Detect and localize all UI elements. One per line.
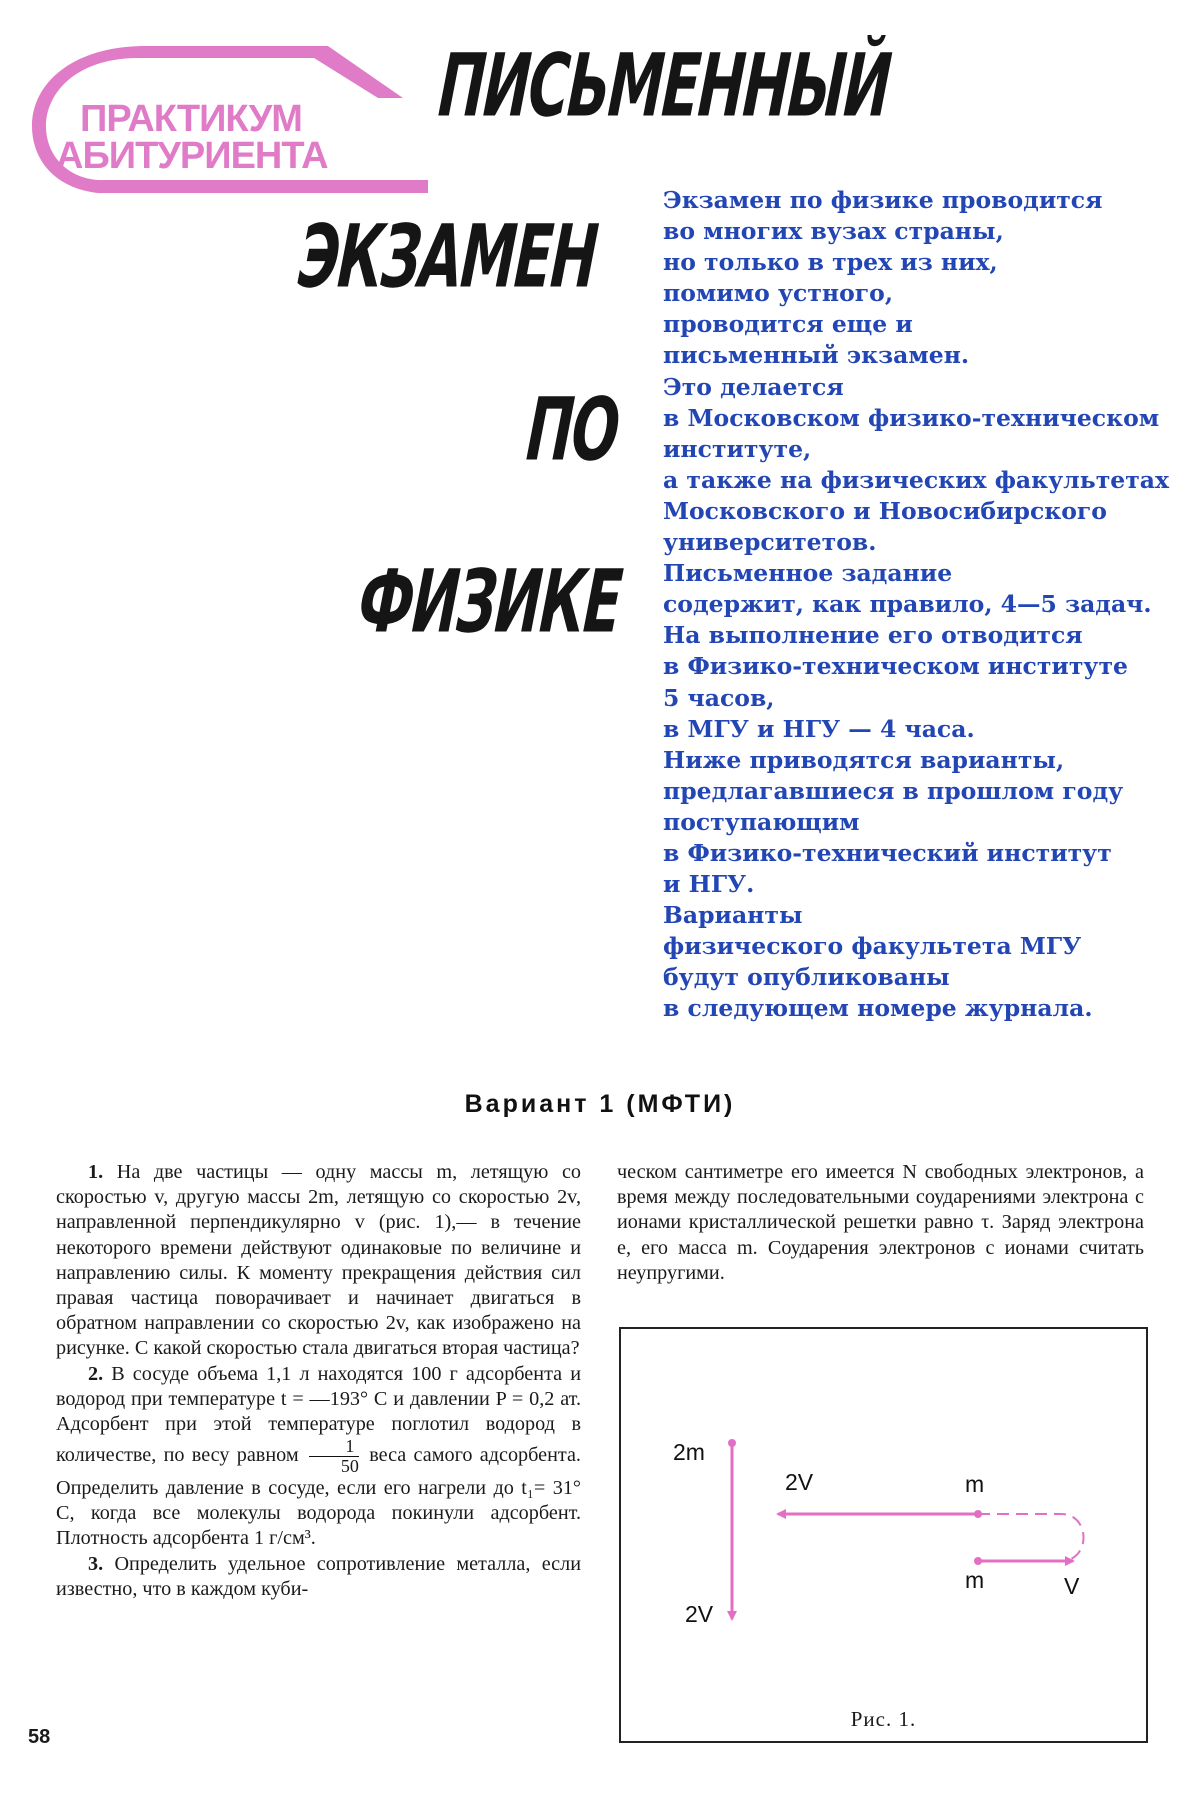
intro-line: помимо устного, xyxy=(663,279,894,308)
intro-line: институте, xyxy=(663,434,812,463)
logo xyxy=(28,38,438,198)
figure-drawing xyxy=(621,1329,1146,1741)
intro-text xyxy=(663,185,1193,1025)
fraction-numerator: 1 xyxy=(309,1437,359,1457)
trajectory-dashed xyxy=(978,1514,1084,1561)
left-column xyxy=(56,1160,581,1602)
label-v: V xyxy=(1064,1573,1080,1599)
headline-word-4: ФИЗИКЕ xyxy=(355,552,624,653)
intro-line: в следующем номере журнала. xyxy=(663,994,1093,1023)
headline-word-3: ПО xyxy=(523,380,622,481)
intro-line: Экзамен по физике проводится xyxy=(663,186,1103,214)
intro-line: но только в трех из них, xyxy=(663,248,998,277)
figure-1 xyxy=(619,1327,1148,1743)
intro-line: во многих вузах страны, xyxy=(663,217,1004,246)
headline-word-2: ЭКЗАМЕН xyxy=(295,207,600,308)
intro-line: Это делается xyxy=(663,372,844,401)
logo-line-1: ПРАКТИКУМ xyxy=(80,98,302,140)
intro-line: университетов. xyxy=(663,528,877,557)
intro-line: в МГУ и НГУ — 4 часа. xyxy=(663,714,975,743)
intro-line: Московского и Новосибирского xyxy=(663,496,1107,525)
problem-1-text: На две частицы — одну массы m, летящую со скоростью v, другую массы 2m, летящую со скоростью 2v, направленной перпендикулярно v (рис. 1),— в течение некоторого времени действуют одинаковые по величине и направлению силы. К моменту прекращения действия сил правая частица поворачивает и начинает двигаться в обратном направлении со скоростью 2v, как изображено на рисунке. С какой скоростью стала двигаться вторая частица? xyxy=(56,1161,581,1360)
intro-line: физического факультета МГУ xyxy=(663,932,1082,961)
intro-line: письменный экзамен. xyxy=(663,341,970,370)
right-column xyxy=(617,1160,1144,1286)
intro-line: На выполнение его отводится xyxy=(663,621,1083,650)
page-number: 58 xyxy=(28,1726,51,1748)
intro-line: Ниже приводятся варианты, xyxy=(663,745,1065,774)
problem-1-number: 1. xyxy=(88,1161,104,1183)
problem-2-text-b: веса самого адсорбента. Определить давление в сосуде, если его нагрели до t₁= 31° С, когда все молекулы водорода покинули адсорбент. Плотность адсорбента 1 г/см³. xyxy=(56,1444,581,1550)
intro-line: 5 часов, xyxy=(663,683,775,712)
label-2v-arrow: 2V xyxy=(785,1469,814,1495)
problem-2 xyxy=(56,1362,581,1552)
variant-title: Вариант 1 (МФТИ) xyxy=(464,1090,736,1118)
problem-2-number: 2. xyxy=(88,1362,104,1385)
intro-line: в Московском физико-техническом xyxy=(663,403,1160,432)
problem-2-text-a: В сосуде объема 1,1 л находятся 100 г адсорбента и водород при температуре t = —193° С и давлении P = 0,2 ат. Адсорбент при этой температуре поглотил водород в количестве, по весу равном xyxy=(56,1362,581,1467)
figure-caption: Рис. 1. xyxy=(850,1707,917,1731)
problem-3-text-a: Определить удельное сопротивление металла, если известно, что в каждом куби- xyxy=(56,1552,582,1600)
logo-line-2: АБИТУРИЕНТА xyxy=(56,135,328,177)
intro-line: в Физико-техническом институте xyxy=(663,652,1128,681)
problem-1 xyxy=(56,1160,581,1362)
intro-line: поступающим xyxy=(663,807,860,836)
fraction-denominator: 50 xyxy=(340,1456,359,1477)
intro-line: и НГУ. xyxy=(663,870,755,899)
intro-line: содержит, как правило, 4—5 задач. xyxy=(663,590,1152,619)
intro-line: Варианты xyxy=(663,901,803,930)
problem-3 xyxy=(56,1552,581,1602)
problem-2-fraction xyxy=(309,1437,359,1476)
intro-line: а также на физических факультетах xyxy=(663,465,1170,494)
intro-line: проводится еще и xyxy=(663,310,913,339)
intro-line: будут опубликованы xyxy=(663,963,950,992)
intro-line: предлагавшиеся в прошлом году xyxy=(663,776,1124,805)
problem-3-number: 3. xyxy=(88,1552,104,1575)
problem-3-continued: ческом сантиметре его имеется N свободных электронов, а время между последовательными соударениями электрона с ионами кристаллической решетки равно τ. Заряд электрона e, его масса m. Соударения электронов с ионами считать неупругими. xyxy=(617,1161,1144,1284)
intro-line: в Физико-технический институт xyxy=(663,838,1112,867)
label-m-top: m xyxy=(965,1471,985,1497)
label-2v-bottom: 2V xyxy=(685,1601,714,1627)
label-m-bottom: m xyxy=(965,1567,985,1593)
headline-word-1: ПИСЬМЕННЫЙ xyxy=(435,36,893,137)
label-2m: 2m xyxy=(673,1439,705,1465)
intro-line: Письменное задание xyxy=(663,559,953,588)
